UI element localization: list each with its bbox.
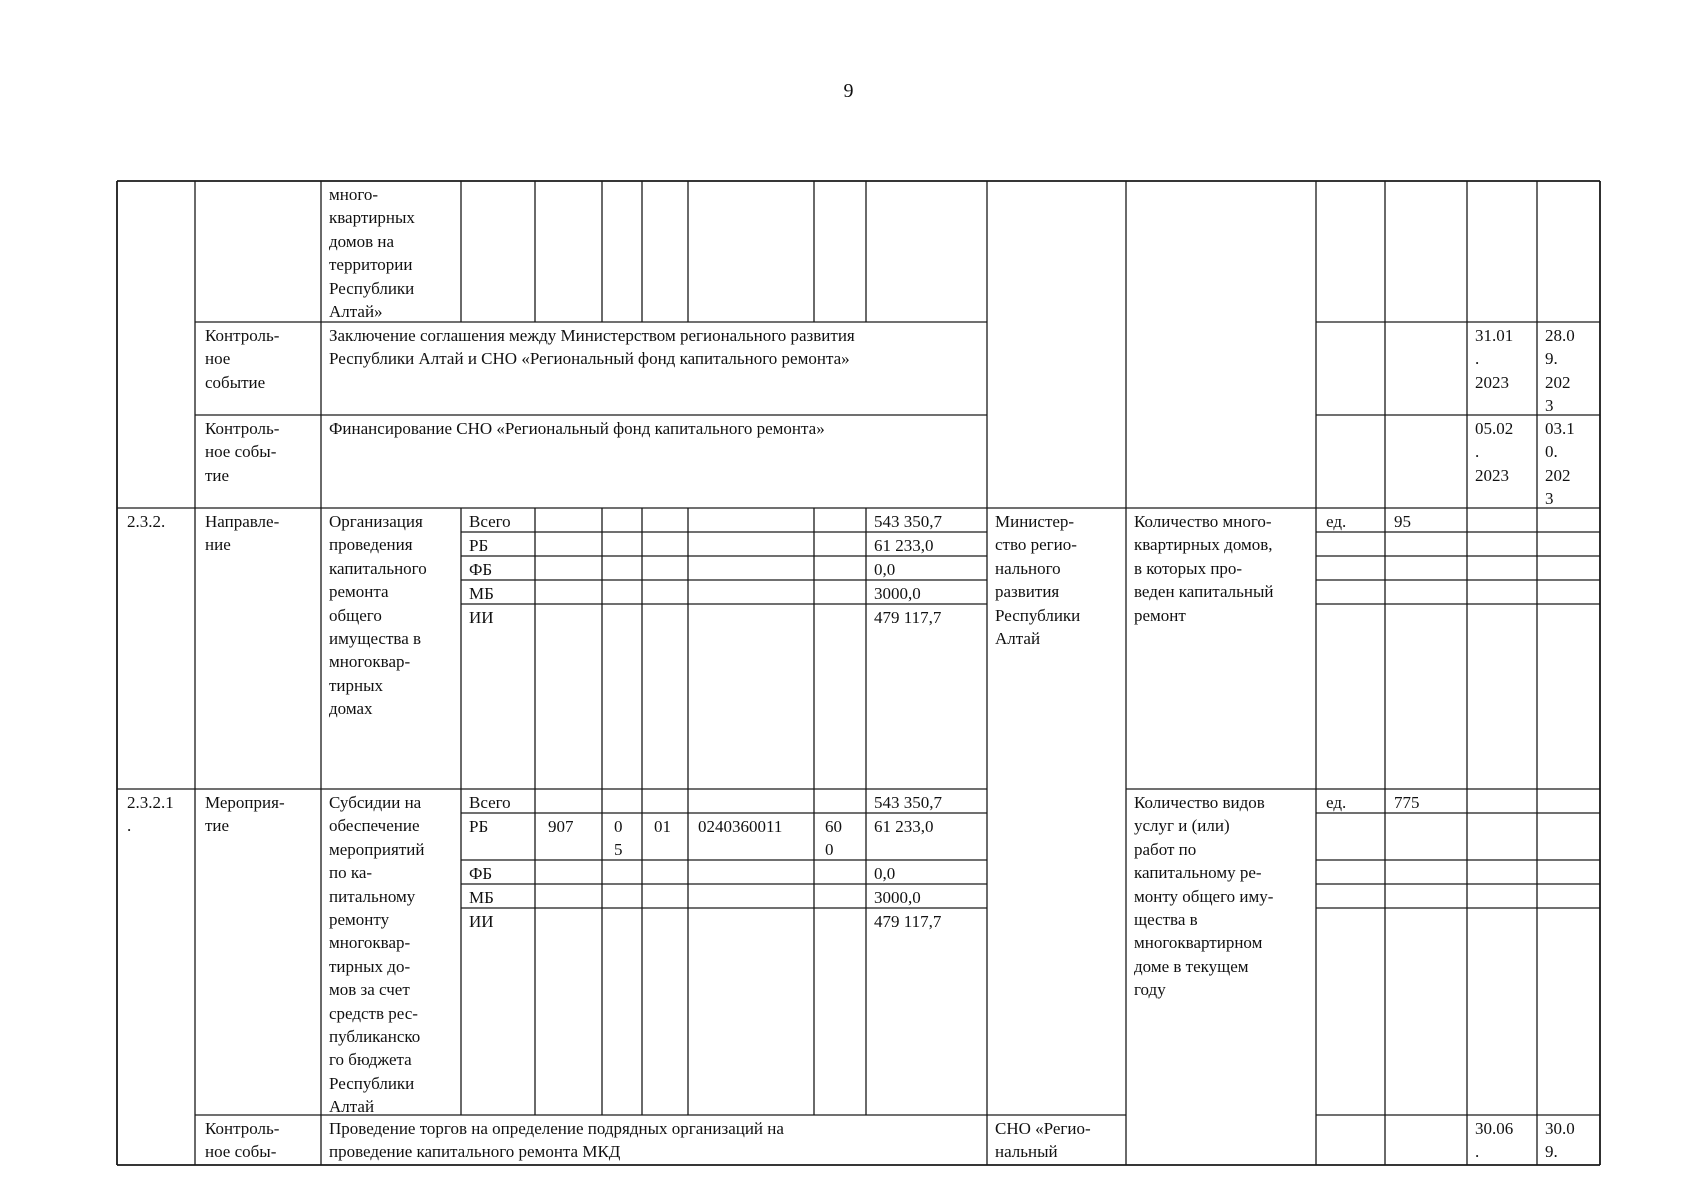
source-label: Всего — [469, 512, 511, 531]
source-label: Всего — [469, 793, 511, 812]
event-end-date: 03.1 0. 202 3 — [1545, 419, 1575, 509]
source-label: РБ — [469, 817, 489, 836]
indicator-unit: ед. — [1326, 512, 1347, 531]
row-name: Организация проведения капитального ремонта общего имущества в многоквар- тирных домах — [329, 512, 427, 719]
event-start-date: 05.02 . 2023 — [1475, 419, 1514, 485]
source-label: МБ — [469, 888, 494, 907]
event-type: Контроль- ное событие — [205, 326, 280, 392]
amount-value: 0,0 — [874, 864, 896, 883]
event-start-date: 30.06 . — [1475, 1119, 1514, 1162]
amount-value: 3000,0 — [874, 888, 921, 907]
row-number: 2.3.2. — [127, 512, 166, 531]
row-type: Мероприя- тие — [205, 793, 285, 836]
source-label: МБ — [469, 584, 494, 603]
amount-value: 479 117,7 — [874, 608, 942, 627]
amount-value: 543 350,7 — [874, 793, 942, 812]
kbk-grbs: 907 — [548, 817, 574, 836]
kbk-target-article: 0240360011 — [698, 817, 783, 836]
indicator-value: 95 — [1394, 512, 1411, 531]
source-label: ФБ — [469, 560, 493, 579]
amount-value: 479 117,7 — [874, 912, 942, 931]
event-text: Финансирование СНО «Региональный фонд капитального ремонта» — [329, 419, 825, 438]
item-name-continued: много- квартирных домов на территории Республики Алтай» — [329, 185, 415, 322]
source-label: ИИ — [469, 608, 494, 627]
source-label: РБ — [469, 536, 489, 555]
kbk-section: 0 5 — [614, 817, 623, 860]
amount-value: 61 233,0 — [874, 536, 934, 555]
kbk-subsection: 01 — [654, 817, 671, 836]
event-start-date: 31.01 . 2023 — [1475, 326, 1514, 392]
amount-value: 0,0 — [874, 560, 896, 579]
event-text: Проведение торгов на определение подрядных организаций на проведение капитального ремонта МКД — [329, 1119, 784, 1162]
kbk-expense-type: 60 0 — [825, 817, 842, 860]
amount-value: 3000,0 — [874, 584, 921, 603]
row-name: Субсидии на обеспечение мероприятий по ка- питальному ремонту многоквар- тирных до- мов за счет средств рес- публиканско го бюджета Республики Алтай — [329, 793, 425, 1117]
event-type: Контроль- ное собы- — [205, 1119, 280, 1162]
indicator-name: Количество много- квартирных домов, в которых про- веден капитальный ремонт — [1134, 512, 1274, 625]
event-executor: СНО «Регио- нальный — [995, 1119, 1091, 1162]
amount-value: 543 350,7 — [874, 512, 942, 531]
indicator-value: 775 — [1394, 793, 1420, 812]
indicator-unit: ед. — [1326, 793, 1347, 812]
row-type: Направле- ние — [205, 512, 280, 555]
source-label: ФБ — [469, 864, 493, 883]
event-end-date: 28.0 9. 202 3 — [1545, 326, 1575, 416]
event-type: Контроль- ное собы- тие — [205, 419, 280, 485]
indicator-name: Количество видов услуг и (или) работ по капитальному ре- монту общего иму- щества в многоквартирном доме в текущем году — [1134, 793, 1274, 1000]
row-number: 2.3.2.1 . — [127, 793, 174, 836]
event-end-date: 30.0 9. — [1545, 1119, 1575, 1162]
source-label: ИИ — [469, 912, 494, 931]
executor: Министер- ство регио- нального развития Республики Алтай — [995, 512, 1081, 649]
page-number: 9 — [843, 80, 854, 102]
event-text: Заключение соглашения между Министерством регионального развития Республики Алтай и СНО «Региональный фонд капитального ремонта» — [329, 326, 855, 369]
amount-value: 61 233,0 — [874, 817, 934, 836]
